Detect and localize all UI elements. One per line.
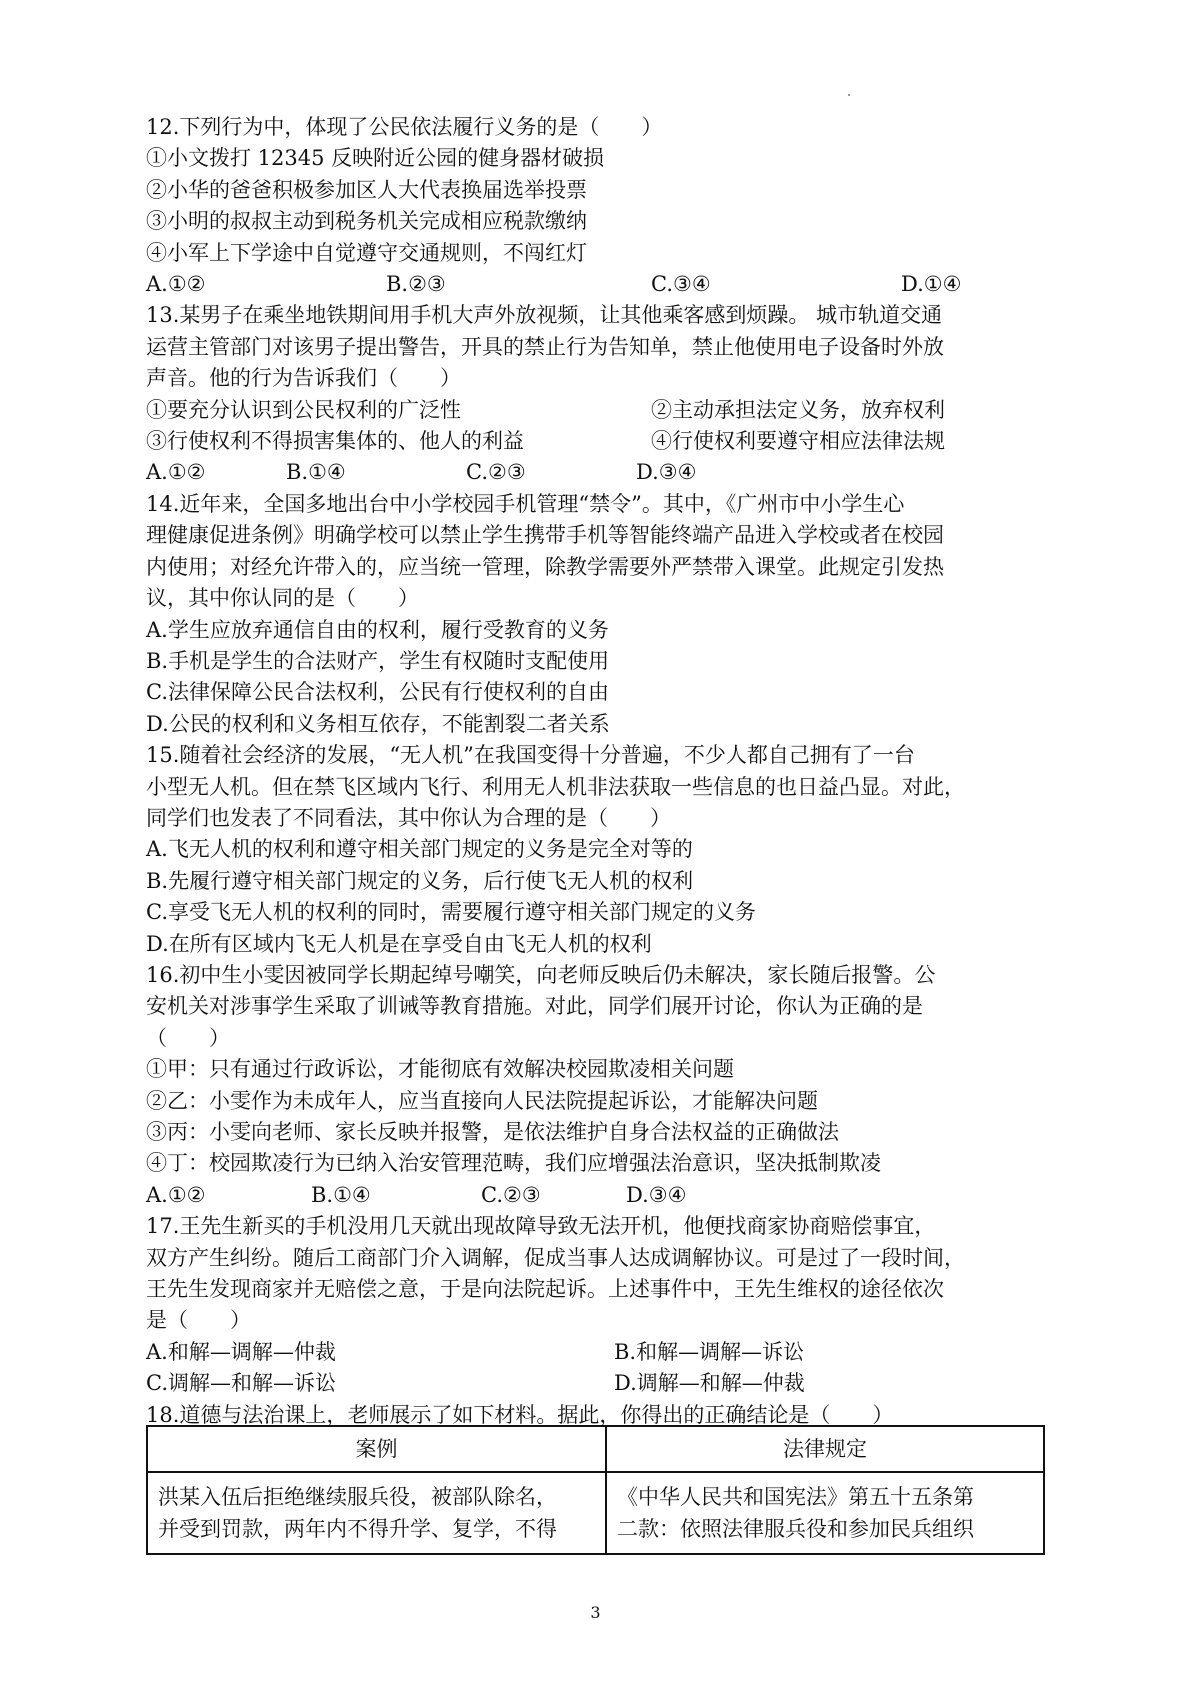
q16-item-4: ④丁：校园欺凌行为已纳入治安管理范畴，我们应增强法治意识，坚决抵制欺凌 bbox=[146, 1151, 881, 1176]
question-15 bbox=[146, 740, 1051, 960]
q13-item-1: ①要充分认识到公民权利的广泛性 bbox=[146, 397, 461, 422]
header-case: 案例 bbox=[147, 1426, 606, 1472]
q15-option-a: A.飞无人机的权利和遵守相关部门规定的义务是完全对等的 bbox=[146, 837, 693, 862]
question-14 bbox=[146, 489, 1051, 740]
q13-stem-line-3: 声音。他的行为告诉我们（ ） bbox=[146, 366, 461, 391]
q13-items-row-2 bbox=[146, 426, 1051, 457]
q12-item-2: ②小华的爸爸积极参加区人大代表换届选举投票 bbox=[146, 177, 587, 202]
q16-item-1: ①甲：只有通过行政诉讼，才能彻底有效解决校园欺凌相关问题 bbox=[146, 1057, 734, 1082]
q15-stem-line-3: 同学们也发表了不同看法，其中你认为合理的是（ ） bbox=[146, 805, 671, 830]
q13-item-4: ④行使权利要遵守相应法律法规 bbox=[651, 429, 945, 454]
q12-item-4: ④小军上下学途中自觉遵守交通规则，不闯红灯 bbox=[146, 240, 587, 265]
q13-option-d: D.③④ bbox=[636, 460, 697, 485]
q12-option-d: D.①④ bbox=[901, 272, 962, 297]
scan-dot bbox=[848, 94, 850, 96]
q17-stem-line-3: 王先生发现商家并无赔偿之意，于是向法院起诉。上述事件中，王先生维权的途径依次 bbox=[146, 1277, 944, 1302]
q15-stem-line-1: 15.随着社会经济的发展，“无人机”在我国变得十分普遍，不少人都自己拥有了一台 bbox=[146, 743, 915, 768]
q16-option-d: D.③④ bbox=[626, 1182, 687, 1207]
q13-items-row-1 bbox=[146, 395, 1051, 426]
exam-page bbox=[146, 112, 1051, 1431]
q18-material-table bbox=[146, 1425, 1045, 1555]
q13-item-3: ③行使权利不得损害集体的、他人的利益 bbox=[146, 429, 524, 454]
question-17 bbox=[146, 1211, 1051, 1399]
q16-item-3: ③丙：小雯向老师、家长反映并报警，是依法维护自身合法权益的正确做法 bbox=[146, 1120, 839, 1144]
header-law: 法律规定 bbox=[606, 1426, 1044, 1472]
q12-option-c: C.③④ bbox=[651, 272, 711, 297]
q16-option-c: C.②③ bbox=[481, 1182, 541, 1207]
cell-law bbox=[606, 1472, 1044, 1554]
q12-item-1: ①小文拨打 12345 反映附近公园的健身器材破损 bbox=[146, 146, 605, 171]
q13-item-2: ②主动承担法定义务，放弃权利 bbox=[651, 397, 945, 422]
q17-stem-line-4: 是（ ） bbox=[146, 1308, 251, 1333]
q17-stem-line-1: 17.王先生新买的手机没用几天就出现故障导致无法开机，他便找商家协商赔偿事宜， bbox=[146, 1214, 936, 1239]
cell-case-line-2: 并受到罚款，两年内不得升学、复学，不得 bbox=[158, 1517, 557, 1541]
question-12 bbox=[146, 112, 1051, 300]
cell-case-line-1: 洪某入伍后拒绝继续服兵役，被部队除名， bbox=[158, 1485, 557, 1509]
q13-option-a: A.①② bbox=[146, 460, 206, 485]
q17-option-d: D.调解—和解—仲裁 bbox=[614, 1371, 805, 1396]
q17-option-a: A.和解—调解—仲裁 bbox=[146, 1339, 336, 1364]
q14-option-b: B.手机是学生的合法财产，学生有权随时支配使用 bbox=[146, 648, 610, 673]
question-13 bbox=[146, 300, 1051, 488]
q17-options-row-2 bbox=[146, 1368, 1051, 1399]
q15-option-b: B.先履行遵守相关部门规定的义务，后行使飞无人机的权利 bbox=[146, 868, 694, 893]
q13-option-c: C.②③ bbox=[466, 460, 526, 485]
q15-option-c: C.享受飞无人机的权利的同时，需要履行遵守相关部门规定的义务 bbox=[146, 900, 756, 925]
q17-option-c: C.调解—和解—诉讼 bbox=[146, 1371, 336, 1396]
q14-option-d: D.公民的权利和义务相互依存，不能割裂二者关系 bbox=[146, 711, 610, 736]
cell-law-line-2: 二款：依照法律服兵役和参加民兵组织 bbox=[617, 1517, 974, 1541]
q13-stem-line-1: 13.某男子在乘坐地铁期间用手机大声外放视频，让其他乘客感到烦躁。 城市轨道交通 bbox=[146, 303, 943, 328]
q12-stem: 12.下列行为中，体现了公民依法履行义务的是（ ） bbox=[146, 115, 663, 139]
q13-options bbox=[146, 457, 1051, 488]
q15-stem-line-2: 小型无人机。但在禁飞区域内飞行、利用无人机非法获取一些信息的也日益凸显。对此， bbox=[146, 774, 965, 799]
q14-option-c: C.法律保障公民合法权利，公民有行使权利的自由 bbox=[146, 680, 609, 705]
q13-option-b: B.①④ bbox=[286, 460, 346, 485]
cell-case bbox=[147, 1472, 606, 1554]
q12-option-a: A.①② bbox=[146, 272, 206, 297]
q17-option-b: B.和解—调解—诉讼 bbox=[614, 1339, 805, 1364]
cell-law-line-1: 《中华人民共和国宪法》第五十五条第 bbox=[617, 1485, 974, 1509]
q16-stem-line-1: 16.初中生小雯因被同学长期起绰号嘲笑，向老师反映后仍未解决，家长随后报警。公 bbox=[146, 962, 936, 987]
q13-stem-line-2: 运营主管部门对该男子提出警告，开具的禁止行为告知单，禁止他使用电子设备时外放 bbox=[146, 334, 944, 359]
table-header-row bbox=[147, 1426, 1044, 1472]
q14-stem-line-1: 14.近年来，全国多地出台中小学校园手机管理“禁令”。其中，《广州市中小学生心 bbox=[146, 491, 905, 516]
q16-options bbox=[146, 1180, 1051, 1211]
q12-option-b: B.②③ bbox=[386, 272, 446, 297]
q12-item-3: ③小明的叔叔主动到税务机关完成相应税款缴纳 bbox=[146, 209, 587, 234]
q14-stem-line-3: 内使用；对经允许带入的，应当统一管理，除教学需要外严禁带入课堂。此规定引发热 bbox=[146, 554, 944, 579]
q16-option-a: A.①② bbox=[146, 1182, 206, 1207]
q14-stem-line-4: 议，其中你认同的是（ ） bbox=[146, 586, 419, 611]
q14-stem-line-2: 理健康促进条例》明确学校可以禁止学生携带手机等智能终端产品进入学校或者在校园 bbox=[146, 523, 944, 548]
q16-option-b: B.①④ bbox=[311, 1182, 371, 1207]
q17-stem-line-2: 双方产生纠纷。随后工商部门介入调解，促成当事人达成调解协议。可是过了一段时间， bbox=[146, 1245, 965, 1270]
q12-options bbox=[146, 269, 1051, 300]
q14-option-a: A.学生应放弃通信自由的权利，履行受教育的义务 bbox=[146, 617, 609, 642]
page-number: 3 bbox=[590, 1603, 601, 1622]
q17-options-row-1 bbox=[146, 1337, 1051, 1368]
q16-item-2: ②乙：小雯作为未成年人，应当直接向人民法院提起诉讼，才能解决问题 bbox=[146, 1088, 818, 1113]
q16-stem-line-3: （ ） bbox=[146, 1025, 230, 1050]
question-16 bbox=[146, 960, 1051, 1211]
q18-stem: 18.道德与法治课上，老师展示了如下材料。据此，你得出的正确结论是（ ） bbox=[146, 1402, 894, 1427]
table-row bbox=[147, 1472, 1044, 1554]
q16-stem-line-2: 安机关对涉事学生采取了训诫等教育措施。对此，同学们展开讨论，你认为正确的是 bbox=[146, 994, 923, 1019]
q15-option-d: D.在所有区域内飞无人机是在享受自由飞无人机的权利 bbox=[146, 931, 652, 956]
